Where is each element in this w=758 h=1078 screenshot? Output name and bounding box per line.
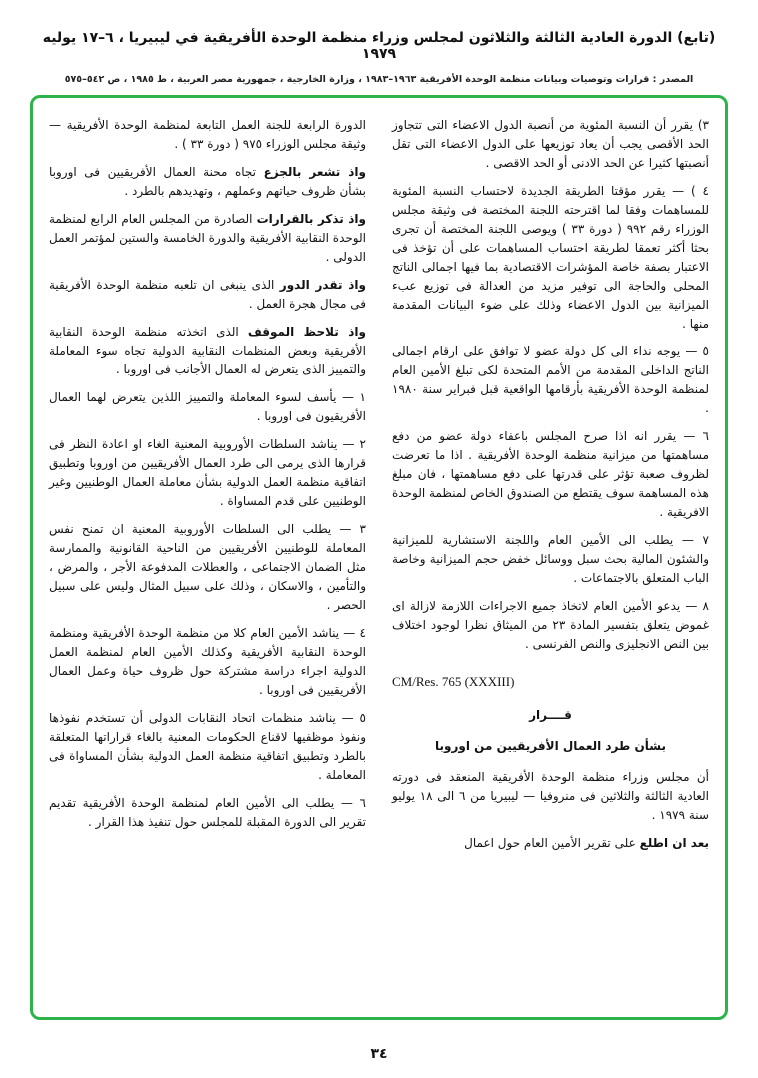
text-columns — [49, 116, 709, 1007]
paragraph-bold-lead: بعد ان اطلع — [639, 836, 709, 851]
paragraph: ٦ — يقرر انه اذا صرح المجلس باعفاء دولة عضو من دفع مساهمتها من ميزانية منظمة الوحدة الأفريقية . اذا ما تعرضت لظروف صعبة تؤثر على قدرتها على دفع مساهمتها ، فان مبلغ هذه المساهمة سوف يقتطع من الصندوق الخاص لمنظمة الوحدة الافريقية . — [392, 429, 709, 520]
paragraph: ٤ ) — يقرر مؤقتا الطريقة الجديدة لاحتساب النسبة المئوية للمساهمات وفقا لما اقترحته اللجنة المختصة فى وثيقة مجلس الوزراء رقم ٩٩٢ ( دورة ٣٣ ) ويوصى اللجنة المختصة أن تجرى بحثا أكثر تعمقا لطريقة احتساب المساهمات على أن تؤخذ فى الاعتبار بصفة خاصة المؤشرات الاقتصادية بما فيها اجمالى الناتج المحلى والحاجة الى توفير مزيد من العدالة فى توزيع عبء الميزانية بين الدول الاعضاء وذلك على ضوء البيانات المقدمة منها . — [392, 183, 709, 331]
paragraph: ٧ — يطلب الى الأمين العام واللجنة الاستشارية للميزانية والشئون المالية بحث سبل ووسائل خفض حجم الميزانية وخاصة الباب المتعلق بالاجتماعات . — [392, 533, 709, 585]
column-right — [392, 116, 709, 1007]
paragraph: ٥ — يوجه نداء الى كل دولة عضو لا توافق على ارقام اجمالى الناتج الداخلى المقدمة من الأمم المتحدة لكى تبلغ الأمين العام لمنظمة الوحدة الأفريقية بأرقامها الواقعية قبل فبراير سنة ١٩٨٠ . — [392, 344, 709, 416]
page-number: ٣٤ — [370, 1046, 388, 1062]
paragraph: ٣) يقرر أن النسبة المئوية من أنصبة الدول الاعضاء التى تتجاوز الحد الأقصى يجب أن يعاد توزيعها على الدول الاعضاء التى تقل أنصبتها كثيرا عن الحد الادنى أو الحد الاقصى . — [392, 118, 709, 170]
paragraph: أن مجلس وزراء منظمة الوحدة الأفريقية المنعقد فى دورته العادية الثالثة والثلاثين فى منروفيا — ليبيريا من ٦ الى ١٨ يوليو سنة ١٩٧٩ . — [392, 770, 710, 823]
paragraph: بعد ان اطلع على تقرير الأمين العام حول اعمال — [464, 836, 709, 851]
paragraph: ١ — يأسف لسوء المعاملة والتمييز اللذين يتعرض لهما العمال الأفريقيون فى اوروبا . — [49, 390, 366, 424]
paragraph: ٤ — يناشد الأمين العام كلا من منظمة الوحدة الأفريقية ومنظمة الوحدة النقابية الأفريقية وكذلك الأمين العام لمنظمة العمل الدولية اجراء دراسة مشتركة حول ظروف حياة وعمل العمال الأفريقيين فى اوروبا . — [49, 625, 366, 697]
paragraph: ٨ — يدعو الأمين العام لاتخاذ جميع الاجراءات اللازمة لازالة اى غموض يتعلق بتفسير المادة ٢٣ من الميثاق نظرا لوجود اختلاف بين النص الانجليزى والنص الفرنسى . — [392, 598, 709, 651]
paragraph: ٢ — يناشد السلطات الأوروبية المعنية الغاء او اعادة النظر فى قرارها الذى يرمى الى طرد العمال الأفريقيين من اوروبا وتطبيق اتفاقية منظمة العمل الدولية بشأن معاملة العمال الوطنيين وغير الوطنيين على قدم المساواة . — [49, 437, 366, 509]
resolution-heading: قــــرار — [529, 708, 572, 723]
paragraph-bold-lead: واذ تشعر بالجزع — [263, 164, 366, 179]
paragraph-bold-lead: واذ تذكر بالقرارات — [256, 211, 366, 226]
paragraph: ٥ — يناشد منظمات اتحاد النقابات الدولى أن تستخدم نفوذها ونفوذ موظفيها لاقناع الحكومات المعنية بالغاء قراراتها المتعلقة بالطرد وتطبيق اتفاقية منظمة العمل الدولية بشأن المساواة فى المعاملة . — [49, 710, 366, 782]
paragraph-bold-lead: واذ تلاحظ الموقف — [247, 324, 366, 339]
paragraph: واذ تشعر بالجزع تجاه محنة العمال الأفريقيين فى اوروبا بشأن ظروف حياتهم وعملهم ، وتهديدهم بالطرد . — [49, 164, 366, 198]
header-source-line: المصدر : قرارات وتوصيات وبيانات منظمة الوحدة الأفريقية ١٩٦٣–١٩٨٣ ، وزارة الخارجية ، جمهورية مصر العربية ، ط ١٩٨٥ ، ص ٥٤٢–٥٧٥ — [64, 74, 694, 85]
page-header — [24, 30, 734, 85]
paragraph: الدورة الرابعة للجنة العمل التابعة لمنظمة الوحدة الأفريقية — وثيقة مجلس الوزراء ٩٧٥ ( دورة ٣٣ ) . — [49, 118, 366, 151]
paragraph: ٦ — يطلب الى الأمين العام لمنظمة الوحدة الأفريقية تقديم تقرير الى الدورة المقبلة للمجلس حول تنفيذ هذا القرار . — [49, 795, 366, 829]
paragraph: واذ تذكر بالقرارات الصادرة من المجلس العام الرابع لمنظمة الوحدة النقابية الأفريقية والدورة الخامسة والستين لمؤتمر العمل الدولى . — [49, 211, 366, 264]
column-left — [49, 116, 366, 1007]
paragraph: واذ تقدر الدور الذى ينبغى ان تلعبه منظمة الوحدة الأفريقية فى مجال هجرة العمل . — [49, 277, 366, 311]
resolution-subject: بشأن طرد العمال الأفريقيين من اوروبا — [435, 739, 666, 754]
green-border-frame — [30, 95, 728, 1020]
paragraph: واذ تلاحظ الموقف الذى اتخذته منظمة الوحدة النقابية الأفريقية وبعض المنظمات النقابية الدولية تجاه سوء المعاملة والتمييز الذى يتعرض له العمال الأجانب فى اوروبا . — [49, 324, 366, 377]
header-title: (تابع) الدورة العادية الثالثة والثلاثون لمجلس وزراء منظمة الوحدة الأفريقية في ليبيريا ، ٦–١٧ يوليه ١٩٧٩ — [42, 30, 716, 62]
resolution-reference: CM/Res. 765 (XXXIII) — [392, 673, 515, 689]
paragraph: ٣ — يطلب الى السلطات الأوروبية المعنية ان تمنح نفس المعاملة للوطنيين الأفريقيين من الناحية القانونية والممارسة مثل الضمان الاجتماعى ، والعطلات المدفوعة الأجر ، والمرض ، والتأمين ، والاسكان ، وذلك على سبيل المثال وليس على سبيل الحصر . — [49, 522, 366, 612]
paragraph-bold-lead: واذ تقدر الدور — [279, 277, 366, 292]
